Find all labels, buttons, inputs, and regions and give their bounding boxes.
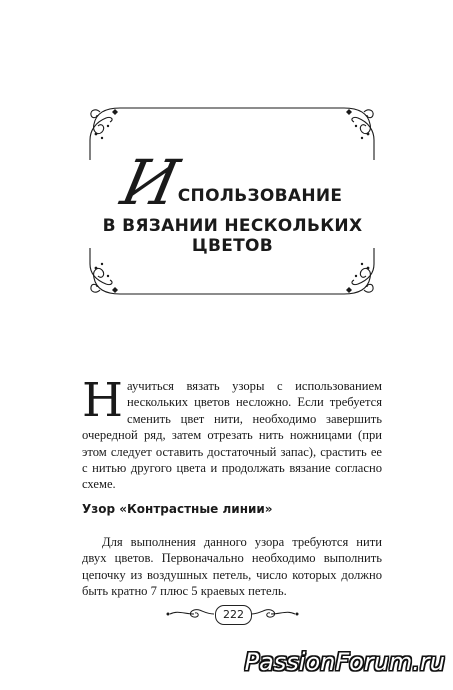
ornament-bottom-icon xyxy=(82,248,382,300)
section-heading: Узор «Контрастные линии» xyxy=(82,502,273,516)
section-paragraph xyxy=(82,534,382,600)
drop-cap: Н xyxy=(82,373,123,428)
page-number: 222 xyxy=(215,605,252,625)
section-paragraph-text: Для выполнения данного узора требуются нити двух цветов. Первоначально необходимо выполнить цепочку из воздушных петель, число которых должно быть кратно 7 плюс 5 краевых петель. xyxy=(82,535,382,599)
ornament-frame-top xyxy=(82,100,382,160)
chapter-title xyxy=(60,146,405,256)
chapter-title-rest: СПОЛЬЗОВАНИЕ xyxy=(177,186,343,206)
page-number-ornament xyxy=(160,602,305,626)
chapter-title-initial: И xyxy=(115,146,185,219)
intro-text: аучиться вязать узоры с использованием нескольких цветов несложно. Если требуется сменить цвет нити, необходимо завершить очередной ряд, затем отрезать нить ножницами (при этом следует оставить достаточный запас), срастить ее с нитью другого цвета и продолжать вязание согласно схеме. xyxy=(82,379,382,492)
chapter-title-line2: В ВЯЗАНИИ НЕСКОЛЬКИХ ЦВЕТОВ xyxy=(102,216,363,256)
chapter-title-line1 xyxy=(60,146,405,219)
intro-paragraph xyxy=(82,373,382,493)
ornament-top-icon xyxy=(82,100,382,160)
ornament-frame-bottom xyxy=(82,248,382,300)
watermark: PassionForum.ru xyxy=(244,648,445,676)
